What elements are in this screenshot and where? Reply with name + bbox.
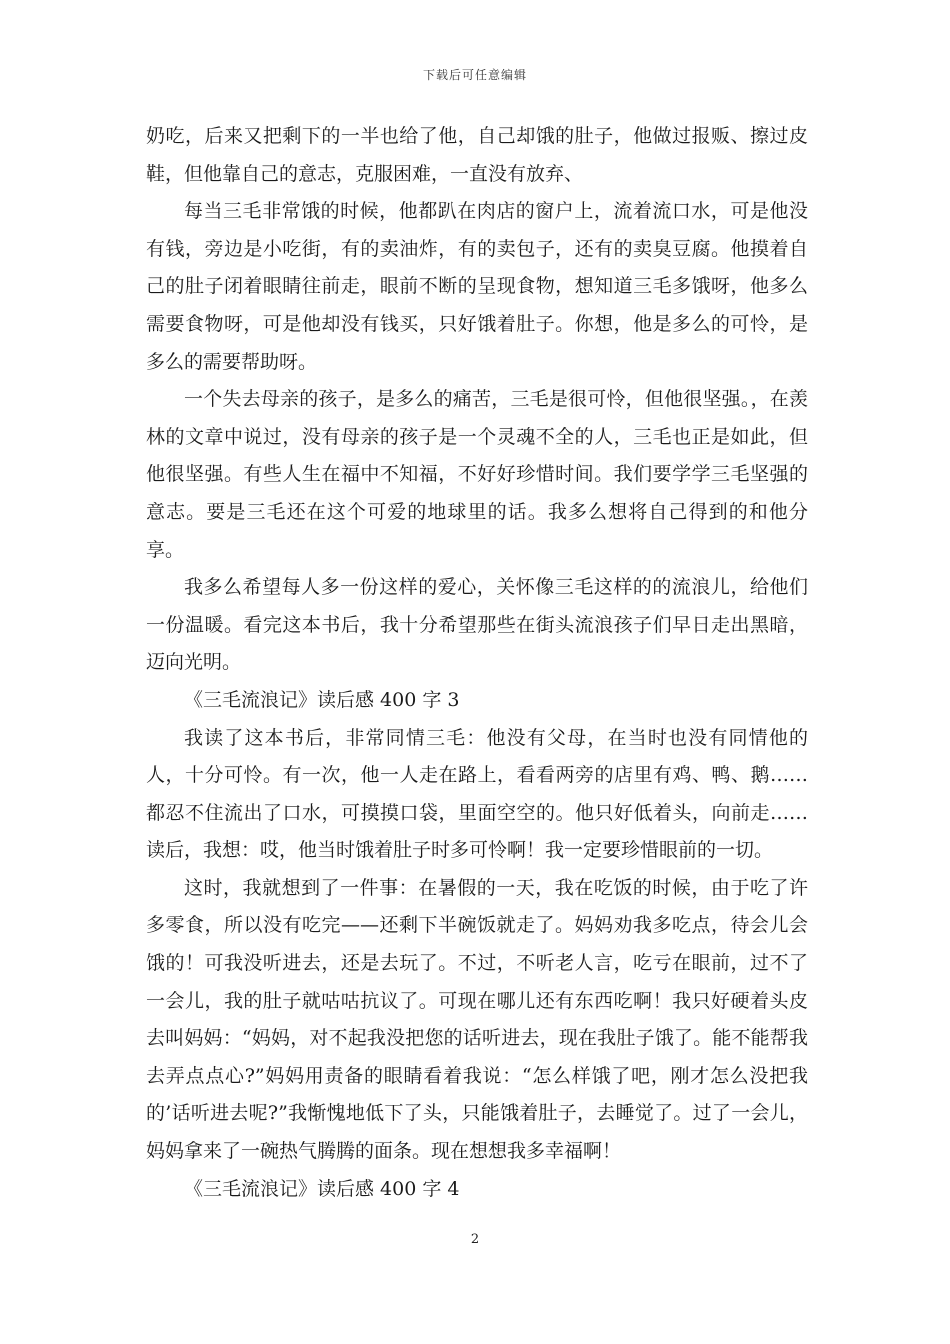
paragraph: 这时，我就想到了一件事：在暑假的一天，我在吃饭的时候，由于吃了许多零食，所以没有吃完——还剩下半碗饭就走了。妈妈劝我多吃点，待会儿会饿的！可我没听进去，还是去玩了。不过，不听老人言，吃亏在眼前，过不了一会儿，我的肚子就咕咕抗议了。可现在哪儿还有东西吃啊！我只好硬着头皮去叫妈妈：“妈妈，对不起我没把您的话听进去，现在我肚子饿了。能不能帮我去弄点点心?”妈妈用责备的眼睛看着我说：“怎么样饿了吧，刚才怎么没把我的’话听进去呢?”我惭愧地低下了头，只能饿着肚子，去睡觉了。过了一会儿，妈妈拿来了一碗热气腾腾的面条。现在想想我多幸福啊！ — [146, 876, 808, 1163]
paragraph: 一个失去母亲的孩子，是多么的痛苦，三毛是很可怜，但他很坚强。，在羡林的文章中说过，没有母亲的孩子是一个灵魂不全的人，三毛也正是如此，但他很坚强。有些人生在福中不知福，不好好珍惜时间。我们要学学三毛坚强的意志。要是三毛还在这个可爱的地球里的话。我多么想将自己得到的和他分享。 — [146, 388, 808, 561]
paragraph: 我多么希望每人多一份这样的爱心，关怀像三毛这样的的流浪儿，给他们一份温暖。看完这本书后，我十分希望那些在街头流浪孩子们早日走出黑暗，迈向光明。 — [146, 576, 808, 674]
page-number: 2 — [470, 1232, 480, 1247]
section-heading: 《三毛流浪记》读后感 400 字 3 — [184, 688, 460, 711]
paragraph: 我读了这本书后，非常同情三毛：他没有父母，在当时也没有同情他的人，十分可怜。有一次，他一人走在路上，看看两旁的店里有鸡、鸭、鹅……都忍不住流出了口水，可摸摸口袋，里面空空的。他只好低着头，向前走……读后，我想：哎，他当时饿着肚子时多可怜啊！我一定要珍惜眼前的一切。 — [146, 726, 808, 862]
page-header: 下载后可任意编辑 — [422, 68, 527, 82]
section-heading: 《三毛流浪记》读后感 400 字 4 — [184, 1177, 460, 1200]
paragraph: 每当三毛非常饿的时候，他都趴在肉店的窗户上，流着流口水，可是他没有钱，旁边是小吃街，有的卖油炸，有的卖包子，还有的卖臭豆腐。他摸着自己的肚子闭着眼睛往前走，眼前不断的呈现食物，想知道三毛多饿呀，他多么需要食物呀，可是他却没有钱买，只好饿着肚子。你想，他是多么的可怜，是多么的需要帮助呀。 — [146, 200, 808, 373]
paragraph-continuation: 奶吃，后来又把剩下的一半也给了他，自己却饿的肚子，他做过报贩、擦过皮鞋，但他靠自己的意志，克服困难，一直没有放弃、 — [146, 125, 808, 185]
document-body — [146, 118, 808, 1208]
